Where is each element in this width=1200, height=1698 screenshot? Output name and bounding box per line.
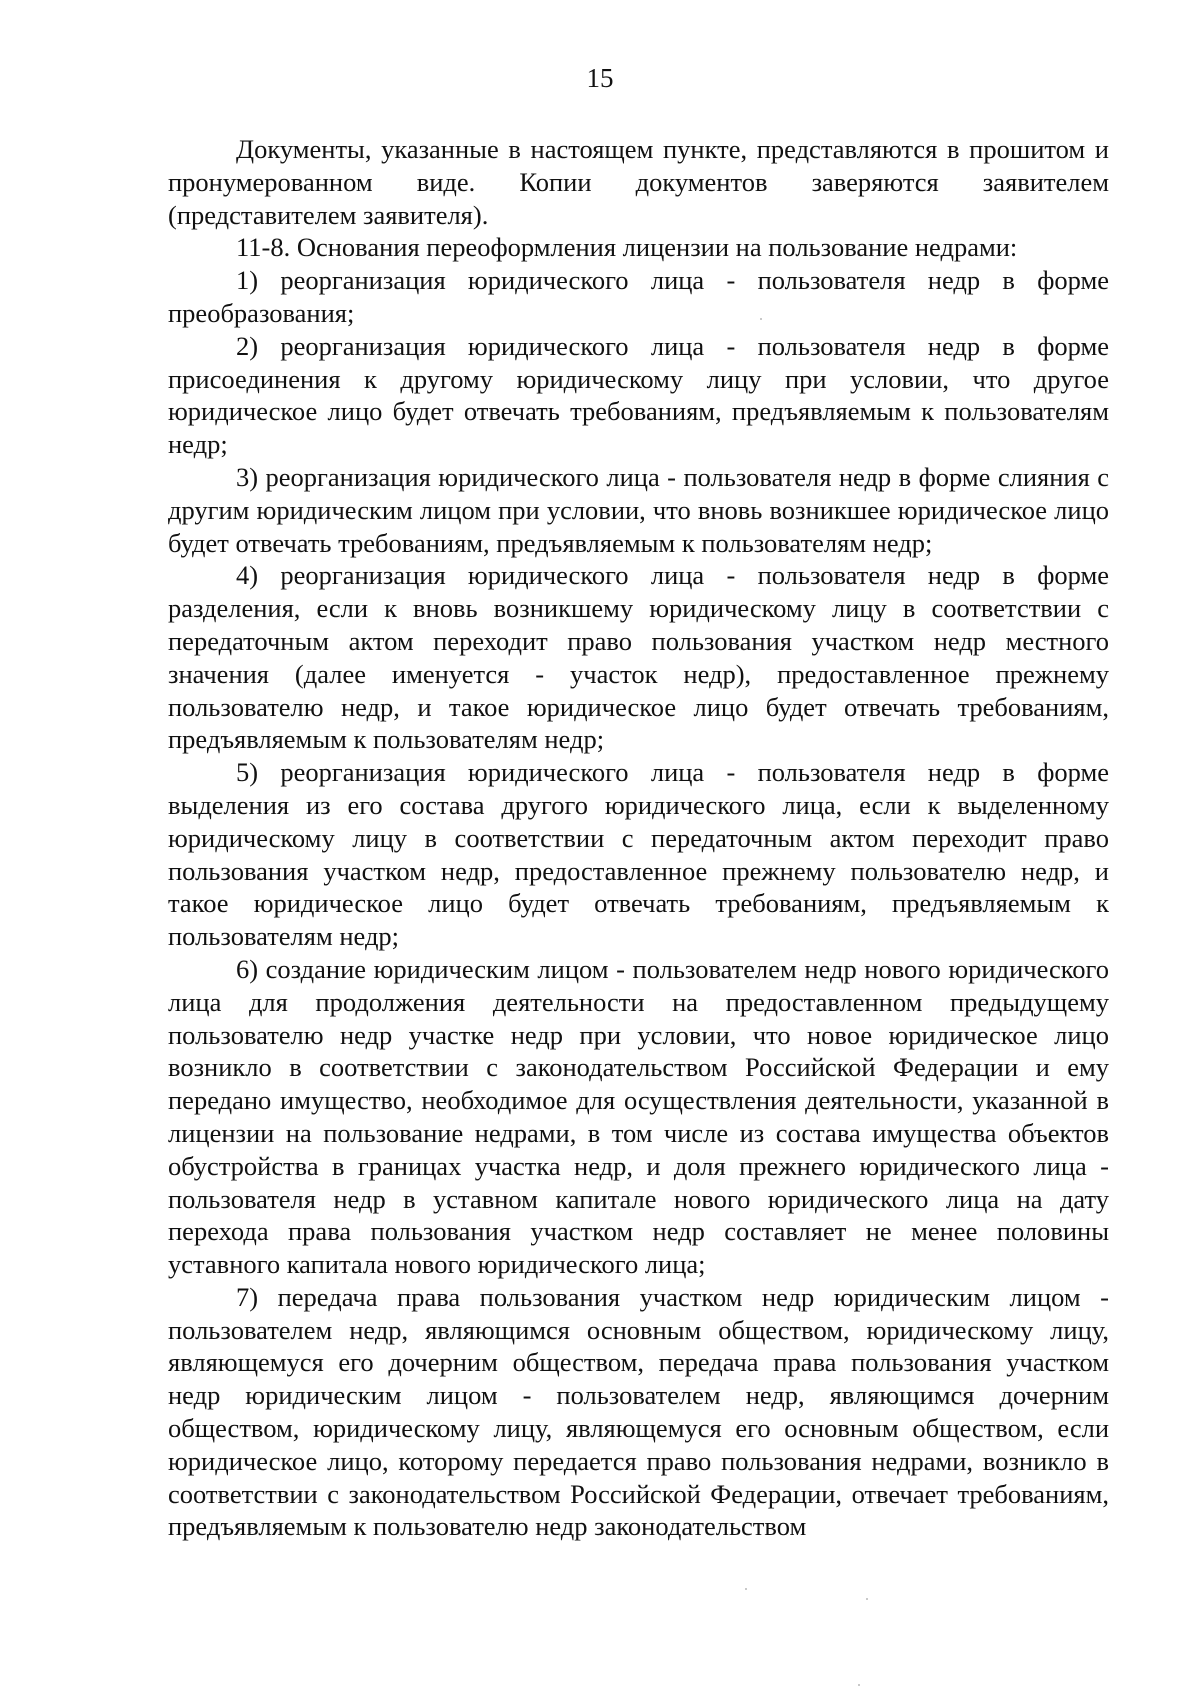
document-body bbox=[168, 133, 1109, 1543]
scan-artifact bbox=[866, 1598, 868, 1600]
page-number: 15 bbox=[586, 63, 614, 93]
scan-artifact bbox=[760, 318, 762, 320]
list-item-4-division: 4) реорганизация юридического лица - пользователя недр в форме разделения, если к вновь возникшему юридическому лицу в соответствии с передаточным актом переходит право пользования участком недр местного значения (далее именуется - участок недр), предоставленное прежнему пользователю недр, и такое юридическое лицо будет отвечать требованиям, предъявляемым к пользователям недр; bbox=[168, 560, 1109, 755]
scan-artifact bbox=[745, 1588, 747, 1590]
list-item-3-merger: 3) реорганизация юридического лица - пользователя недр в форме слияния с другим юридическим лицом при условии, что вновь возникшее юридическое лицо будет отвечать требованиям, предъявляемым к пользователям недр; bbox=[168, 461, 1109, 558]
list-item-6-new-entity-creation: 6) создание юридическим лицом - пользователем недр нового юридического лица для продолжения деятельности на предоставленном предыдущему пользователю недр участке недр при условии, что новое юридическое лицо возникло в соответствии с законодательством Российской Федерации и ему передано имущество, необходимое для осуществления деятельности, указанной в лицензии на пользование недрами, в том числе из состава имущества объектов обустройства в границах участка недр, и доля прежнего юридического лица - пользователя недр в уставном капитале нового юридического лица на дату перехода права пользования участком недр составляет не менее половины уставного капитала нового юридического лица; bbox=[168, 953, 1109, 1280]
list-item-5-spin-off: 5) реорганизация юридического лица - пользователя недр в форме выделения из его состава другого юридического лица, если к выделенному юридическому лицу в соответствии с передаточным актом переходит право пользования участком недр, предоставленное прежнему пользователю недр, и такое юридическое лицо будет отвечать требованиям, предъявляемым к пользователям недр; bbox=[168, 757, 1109, 952]
scan-artifact bbox=[858, 1684, 860, 1686]
paragraph-section-11-8-heading: 11-8. Основания переоформления лицензии на пользование недрами: bbox=[236, 232, 1018, 263]
list-item-7-transfer-subsidiary: 7) передача права пользования участком недр юридическим лицом - пользователем недр, являющимся основным обществом, юридическому лицу, являющемуся его дочерним обществом, передача права пользования участком недр юридическим лицом - пользователем недр, являющимся дочерним обществом, юридическому лицу, являющемуся его основным обществом, если юридическое лицо, которому передается право пользования недрами, возникло в соответствии с законодательством Российской Федерации, отвечает требованиям, предъявляемым к пользователю недр законодательством bbox=[168, 1281, 1109, 1542]
list-item-2-accession: 2) реорганизация юридического лица - пользователя недр в форме присоединения к другому юридическому лицу при условии, что другое юридическое лицо будет отвечать требованиям, предъявляемым к пользователям недр; bbox=[168, 330, 1109, 460]
paragraph-documents-submission: Документы, указанные в настоящем пункте, представляются в прошитом и пронумерованном виде. Копии документов заверяются заявителем (представителем заявителя). bbox=[168, 134, 1109, 230]
list-item-1-transformation: 1) реорганизация юридического лица - пользователя недр в форме преобразования; bbox=[168, 265, 1109, 328]
